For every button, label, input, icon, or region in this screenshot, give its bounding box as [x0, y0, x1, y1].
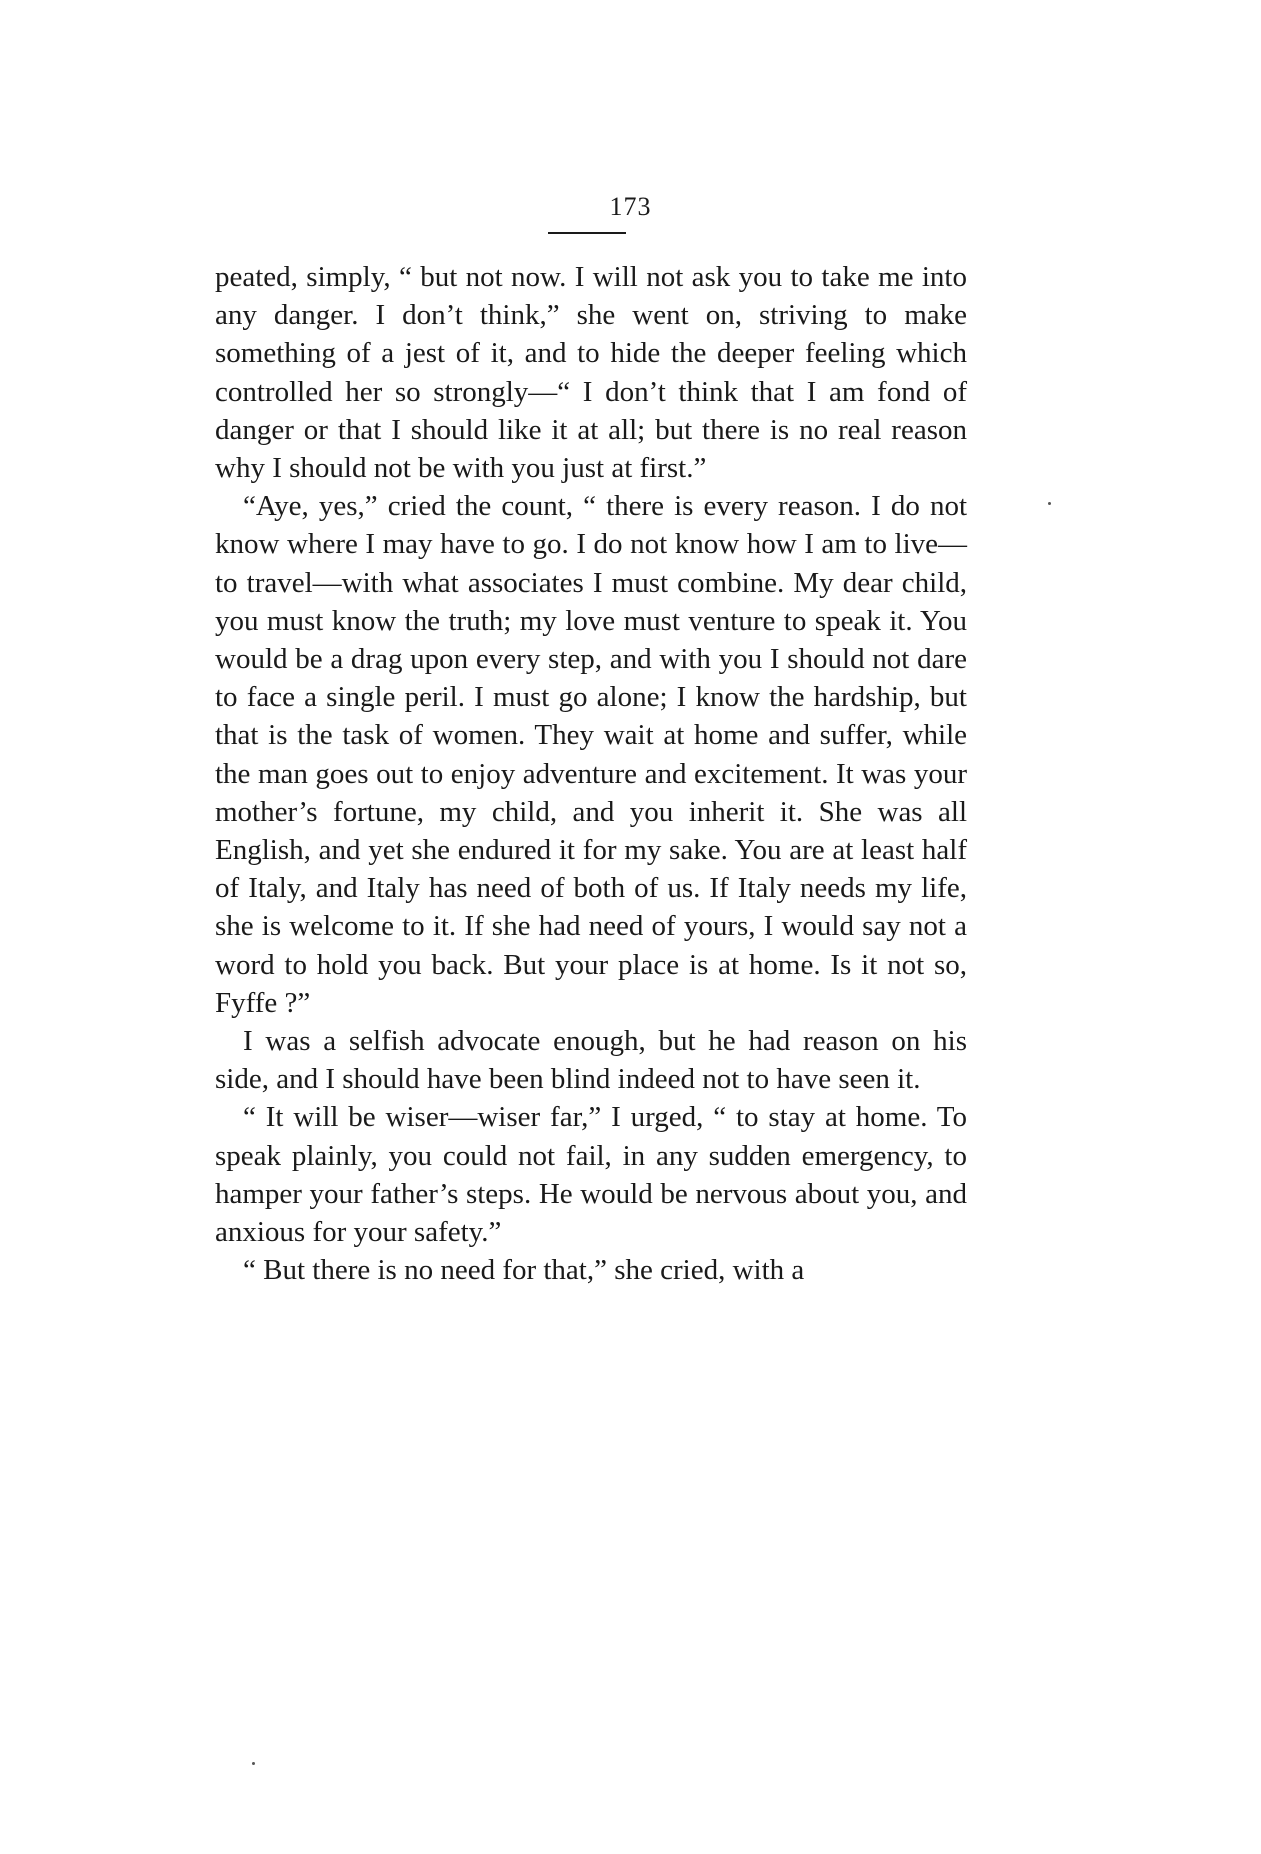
page-number: 173 [609, 192, 652, 221]
paragraph-5: “ But there is no need for that,” she cried, with a [243, 1254, 805, 1287]
scan-speck [252, 1762, 255, 1765]
paragraph-3: I was a selfish advocate enough, but he had reason on his side, and I should have been blind indeed not to have seen it. [215, 1025, 967, 1096]
paragraph-2: “Aye, yes,” cried the count, “ there is every reason. I do not know where I may have to go. I do not know how I am to live—to travel—with what associates I must combine. My dear child, you must know the truth; my love must venture to speak it. You would be a drag upon every step, and with you I should not dare to face a single peril. I must go alone; I know the hardship, but that is the task of women. They wait at home and suffer, while the man goes out to enjoy adventure and excitement. It was your mother’s fortune, my child, and you inherit it. She was all English, and yet she endured it for my sake. You are at least half of Italy, and Italy has need of both of us. If Italy needs my life, she is welcome to it. If she had need of yours, I would say not a word to hold you back. But your place is at home. Is it not so, Fyffe ?” [215, 490, 967, 1019]
paragraph-4: “ It will be wiser—wiser far,” I urged, “ to stay at home. To speak plainly, you could not fail, in any sudden emergency, to hamper your father’s steps. He would be nervous about you, and anxious for your safety.” [215, 1101, 967, 1249]
scan-speck [1048, 502, 1051, 505]
paragraph-1: peated, simply, “ but not now. I will not ask you to take me into any danger. I don’t think,” she went on, striving to make something of a jest of it, and to hide the deeper feeling which controlled her so strongly—“ I don’t think that I am fond of danger or that I should like it at all; but there is no real reason why I should not be with you just at first.” [215, 261, 967, 485]
page-number-rule [548, 232, 626, 234]
body-text [215, 258, 967, 1289]
